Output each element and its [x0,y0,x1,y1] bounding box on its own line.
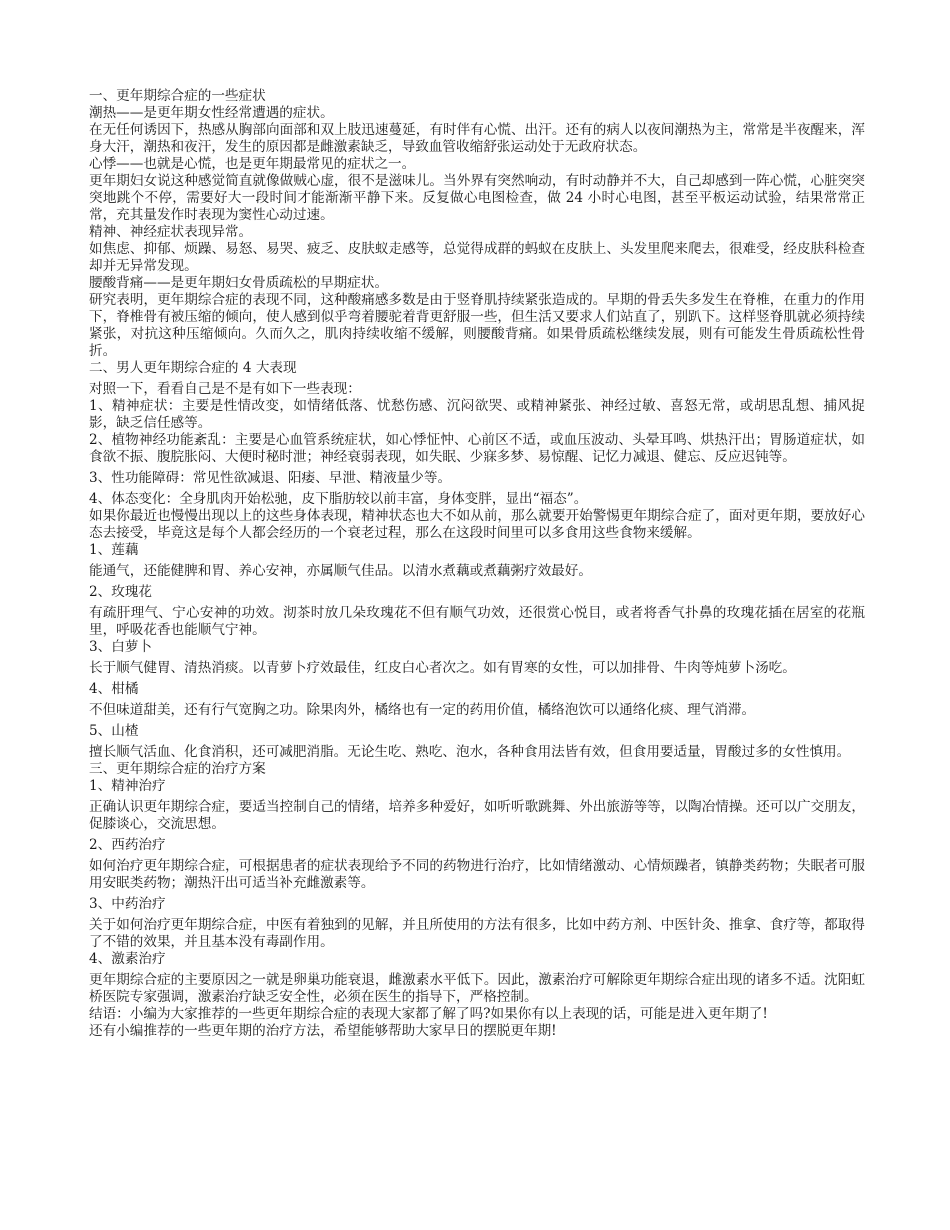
treatment-heading: 2、西药治疗 [89,837,166,853]
body-paragraph: 如何治疗更年期综合症，可根据患者的症状表现给予不同的药物进行治疗，比如情绪激动、心情烦躁者，镇静类药物；失眠者可服用安眠类药物；潮热汗出可适当补充雌激素等。 [89,858,865,891]
body-paragraph: 在无任何诱因下，热感从胸部向面部和双上肢迅速蔓延，有时伴有心慌、出汗。还有的病人以夜间潮热为主，常常是半夜醒来，浑身大汗，潮热和夜汗，发生的原因都是雌激素缺乏，导致血管收缩舒张运动处于无政府状态。 [89,122,865,155]
section-heading: 三、更年期综合症的治疗方案 [89,761,266,777]
body-paragraph: 研究表明，更年期综合症的表现不同，这种酸痛感多数是由于竖脊肌持续紧张造成的。早期的骨丢失多发生在脊椎，在重力的作用下，脊椎骨有被压缩的倾向，使人感到似乎弯着腰驼着背更舒服一些，但生活又要求人们站直了，别趴下。这样竖脊肌就必须持续紧张，对抗这种压缩倾向。久而久之，肌肉持续收缩不缓解，则腰酸背痛。如果骨质疏松继续发展，则有可能发生骨质疏松性骨折。 [89,292,865,359]
food-heading: 2、玫瑰花 [89,584,153,600]
symptom-heading: 心悸——也就是心慌，也是更年期最常见的症状之一。 [89,156,416,172]
section-heading: 二、男人更年期综合症的 4 大表现 [89,360,297,376]
list-item: 4、体态变化：全身肌肉开始松驰，皮下脂肪较以前丰富，身体变胖，显出“福态”。 [89,491,588,507]
body-paragraph: 如果你最近也慢慢出现以上的这些身体表现，精神状态也大不如从前，那么就要开始警惕更年期综合症了，面对更年期，要放好心态去接受，毕竟这是每个人都会经历的一个衰老过程，那么在这段时间里可以多食用这些食物来缓解。 [89,508,865,541]
conclusion-paragraph: 结语：小编为大家推荐的一些更年期综合症的表现大家都了解了吗?如果你有以上表现的话，可能是进入更年期了! [89,1006,768,1022]
body-paragraph: 更年期妇女说这种感觉简直就像做贼心虚，很不是滋味儿。当外界有突然响动，有时动静并不大，自己却感到一阵心慌，心脏突突突地跳个不停，需要好大一段时间才能渐渐平静下来。反复做心电图检查，做 24 小时心电图，甚至平板运动试验，结果常常正常，充其量发作时表现为窦性心动过速。 [89,173,865,223]
symptom-heading: 潮热——是更年期女性经常遭遇的症状。 [89,105,334,121]
body-paragraph: 如焦虑、抑郁、烦躁、易怒、易哭、疲乏、皮肤蚁走感等，总觉得成群的蚂蚁在皮肤上、头发里爬来爬去，很难受，经皮肤科检查却并无异常发现。 [89,241,865,274]
list-item: 3、性功能障碍：常见性欲减退、阳痿、早泄、精液量少等。 [89,470,452,486]
list-item: 2、植物神经功能紊乱：主要是心血管系统症状，如心悸怔忡、心前区不适，或血压波动、头晕耳鸣、烘热汗出；胃肠道症状，如食欲不振、腹脘胀闷、大便时秘时泄；神经衰弱表现，如失眠、少寐多梦、易惊醒、记忆力减退、健忘、反应迟钝等。 [89,432,865,465]
body-paragraph: 不但味道甜美，还有行气宽胸之功。除果肉外，橘络也有一定的药用价值，橘络泡饮可以通络化痰、理气消滞。 [89,702,756,718]
food-heading: 4、柑橘 [89,681,139,697]
symptom-heading: 精神、神经症状表现异常。 [89,224,253,240]
treatment-heading: 3、中药治疗 [89,896,166,912]
body-paragraph: 有疏肝理气、宁心安神的功效。沏茶时放几朵玫瑰花不但有顺气功效，还很赏心悦目，或者将香气扑鼻的玫瑰花插在居室的花瓶里，呼吸花香也能顺气宁神。 [89,605,865,638]
body-paragraph: 正确认识更年期综合症，要适当控制自己的情绪，培养多种爱好，如听听歌跳舞、外出旅游等等，以陶冶情操。还可以广交朋友，促膝谈心，交流思想。 [89,799,865,832]
list-item: 1、精神症状：主要是性情改变，如情绪低落、忧愁伤感、沉闷欲哭、或精神紧张、神经过敏、喜怒无常，或胡思乱想、捕风捉影，缺乏信任感等。 [89,398,865,431]
body-paragraph: 对照一下，看看自己是不是有如下一些表现： [89,381,361,397]
symptom-heading: 腰酸背痛——是更年期妇女骨质疏松的早期症状。 [89,275,389,291]
body-paragraph: 能通气，还能健脾和胃、养心安神，亦属顺气佳品。以清水煮藕或煮藕粥疗效最好。 [89,563,592,579]
conclusion-paragraph: 还有小编推荐的一些更年期的治疗方法，希望能够帮助大家早日的摆脱更年期! [89,1023,557,1039]
body-paragraph: 更年期综合症的主要原因之一就是卵巢功能衰退，雌激素水平低下。因此，激素治疗可解除更年期综合症出现的诸多不适。沈阳虹桥医院专家强调，激素治疗缺乏安全性，必须在医生的指导下，严格控制。 [89,972,865,1005]
body-paragraph: 关于如何治疗更年期综合症，中医有着独到的见解，并且所使用的方法有很多，比如中药方剂、中医针灸、推拿、食疗等，都取得了不错的效果，并且基本没有毒副作用。 [89,917,865,950]
treatment-heading: 4、激素治疗 [89,951,166,967]
food-heading: 1、莲藕 [89,542,139,558]
section-heading: 一、更年期综合症的一些症状 [89,88,266,104]
treatment-heading: 1、精神治疗 [89,778,166,794]
food-heading: 3、白萝卜 [89,639,153,655]
food-heading: 5、山楂 [89,723,139,739]
body-paragraph: 长于顺气健胃、清热消痰。以青萝卜疗效最佳，红皮白心者次之。如有胃寒的女性，可以加排骨、牛肉等炖萝卜汤吃。 [89,660,796,676]
body-paragraph: 擅长顺气活血、化食消积，还可减肥消脂。无论生吃、熟吃、泡水，各种食用法皆有效，但食用要适量，胃酸过多的女性慎用。 [89,744,851,760]
